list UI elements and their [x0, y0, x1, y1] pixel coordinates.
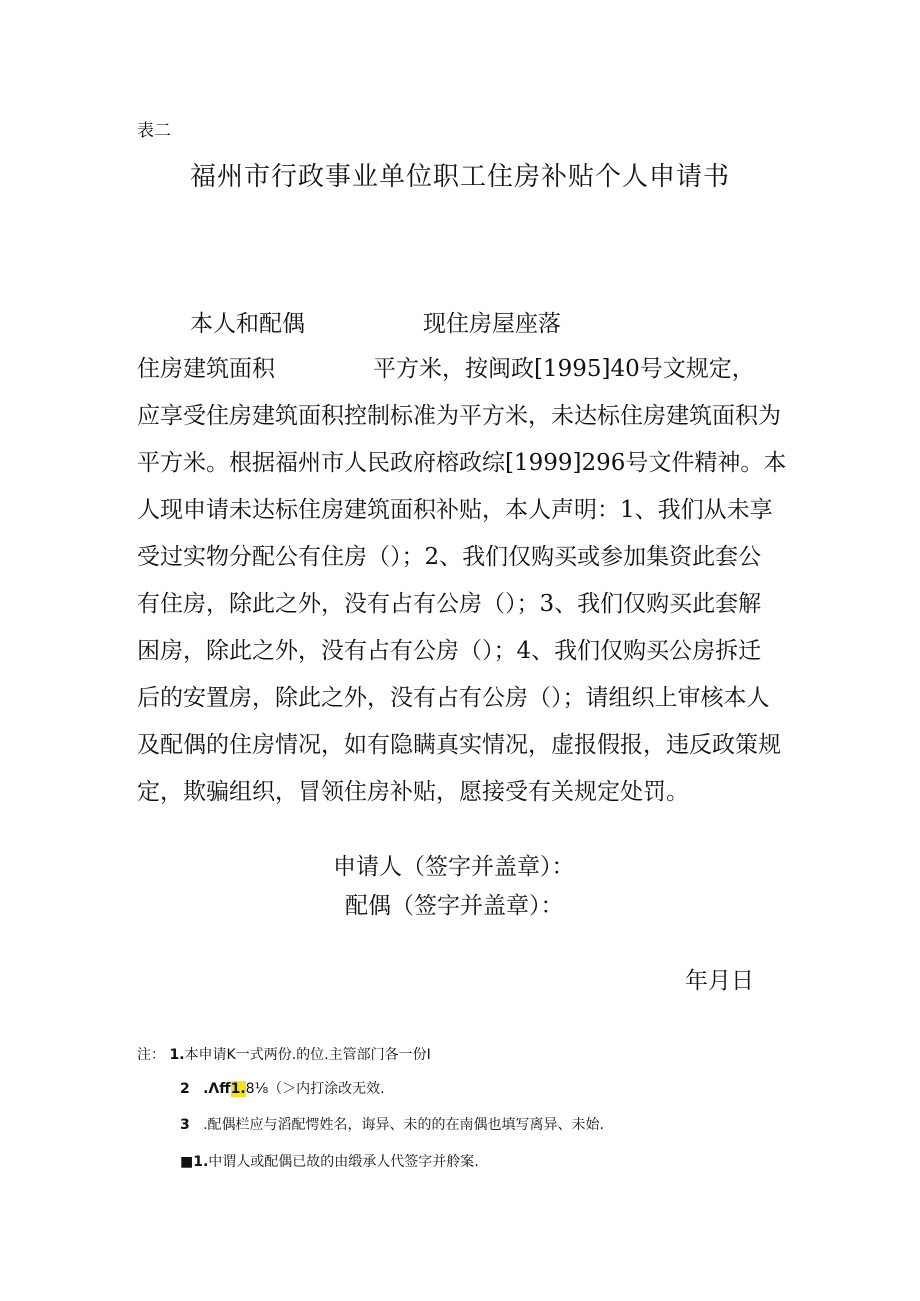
paragraph-line: 及配偶的住房情况，如有隐瞒真实情况，虚报假报，违反政策规: [137, 732, 781, 758]
table-label: 表二: [137, 121, 171, 141]
paragraph-line: 有住房，除此之外，没有占有公房（）；3、我们仅购买此套解: [137, 591, 762, 617]
paragraph-line: 后的安置房，除此之外，没有占有公房（）；请组织上审核本人: [137, 685, 770, 711]
field-floor-area-unit: 平方米，按闽政[1995]40号文规定，: [373, 356, 755, 382]
applicant-signature-label: 申请人（签字并盖章）：: [333, 854, 575, 880]
paragraph-line: 应享受住房建筑面积控制标准为平方米，未达标住房建筑面积为: [137, 403, 781, 429]
paragraph-line: 人现申请未达标住房建筑面积补贴，本人声明：1、我们从未享: [137, 497, 773, 523]
note-1: [137, 1044, 431, 1064]
date-label: 年月日: [685, 968, 754, 994]
paragraph-line: 平方米。根据福州市人民政府榕政综[1999]296号文件精神。本: [137, 450, 787, 476]
note-4: [180, 1151, 479, 1171]
field-floor-area-label: 住房建筑面积: [137, 356, 275, 382]
document-title: 福州市行政事业单位职工住房补贴个人申请书: [189, 162, 730, 192]
note-prefix: 注：: [137, 1047, 165, 1063]
paragraph-line: 定，欺骗组织，冒领住房补贴，愿接受有关规定处罚。: [137, 779, 689, 805]
note-number: ■1.: [180, 1154, 209, 1170]
note-text: 中谓人或配偶已故的由缎承人代签字并舲案.: [208, 1154, 479, 1170]
note-highlight: 1.: [230, 1081, 246, 1097]
paragraph-line: 困房，除此之外，没有占有公房（）；4、我们仅购买公房拆迁: [137, 638, 762, 664]
note-number: 1.: [169, 1047, 185, 1063]
spouse-signature-label: 配偶（签字并盖章）：: [345, 893, 564, 919]
note-3: [180, 1114, 604, 1134]
note-number: 3: [180, 1117, 190, 1133]
note-number: 2: [180, 1081, 190, 1097]
field-applicant-spouse-label: 本人和配偶: [190, 311, 305, 337]
note-text: .配偶栏应与滔配愕姓名，诲异、未的的在南偶也填写离异、未始.: [203, 1117, 605, 1133]
note-text-b: 8⅛（＞内打涂改无效.: [245, 1081, 385, 1097]
note-2: [180, 1078, 385, 1098]
field-house-location-label: 现住房屋座落: [423, 311, 561, 337]
note-text: 本申请K一式两份.的位.主管部门各一份I: [184, 1047, 431, 1063]
note-text-a: .Λff: [203, 1081, 231, 1097]
paragraph-line: 受过实物分配公有住房（）；2、我们仅购买或参加集资此套公: [137, 544, 762, 570]
